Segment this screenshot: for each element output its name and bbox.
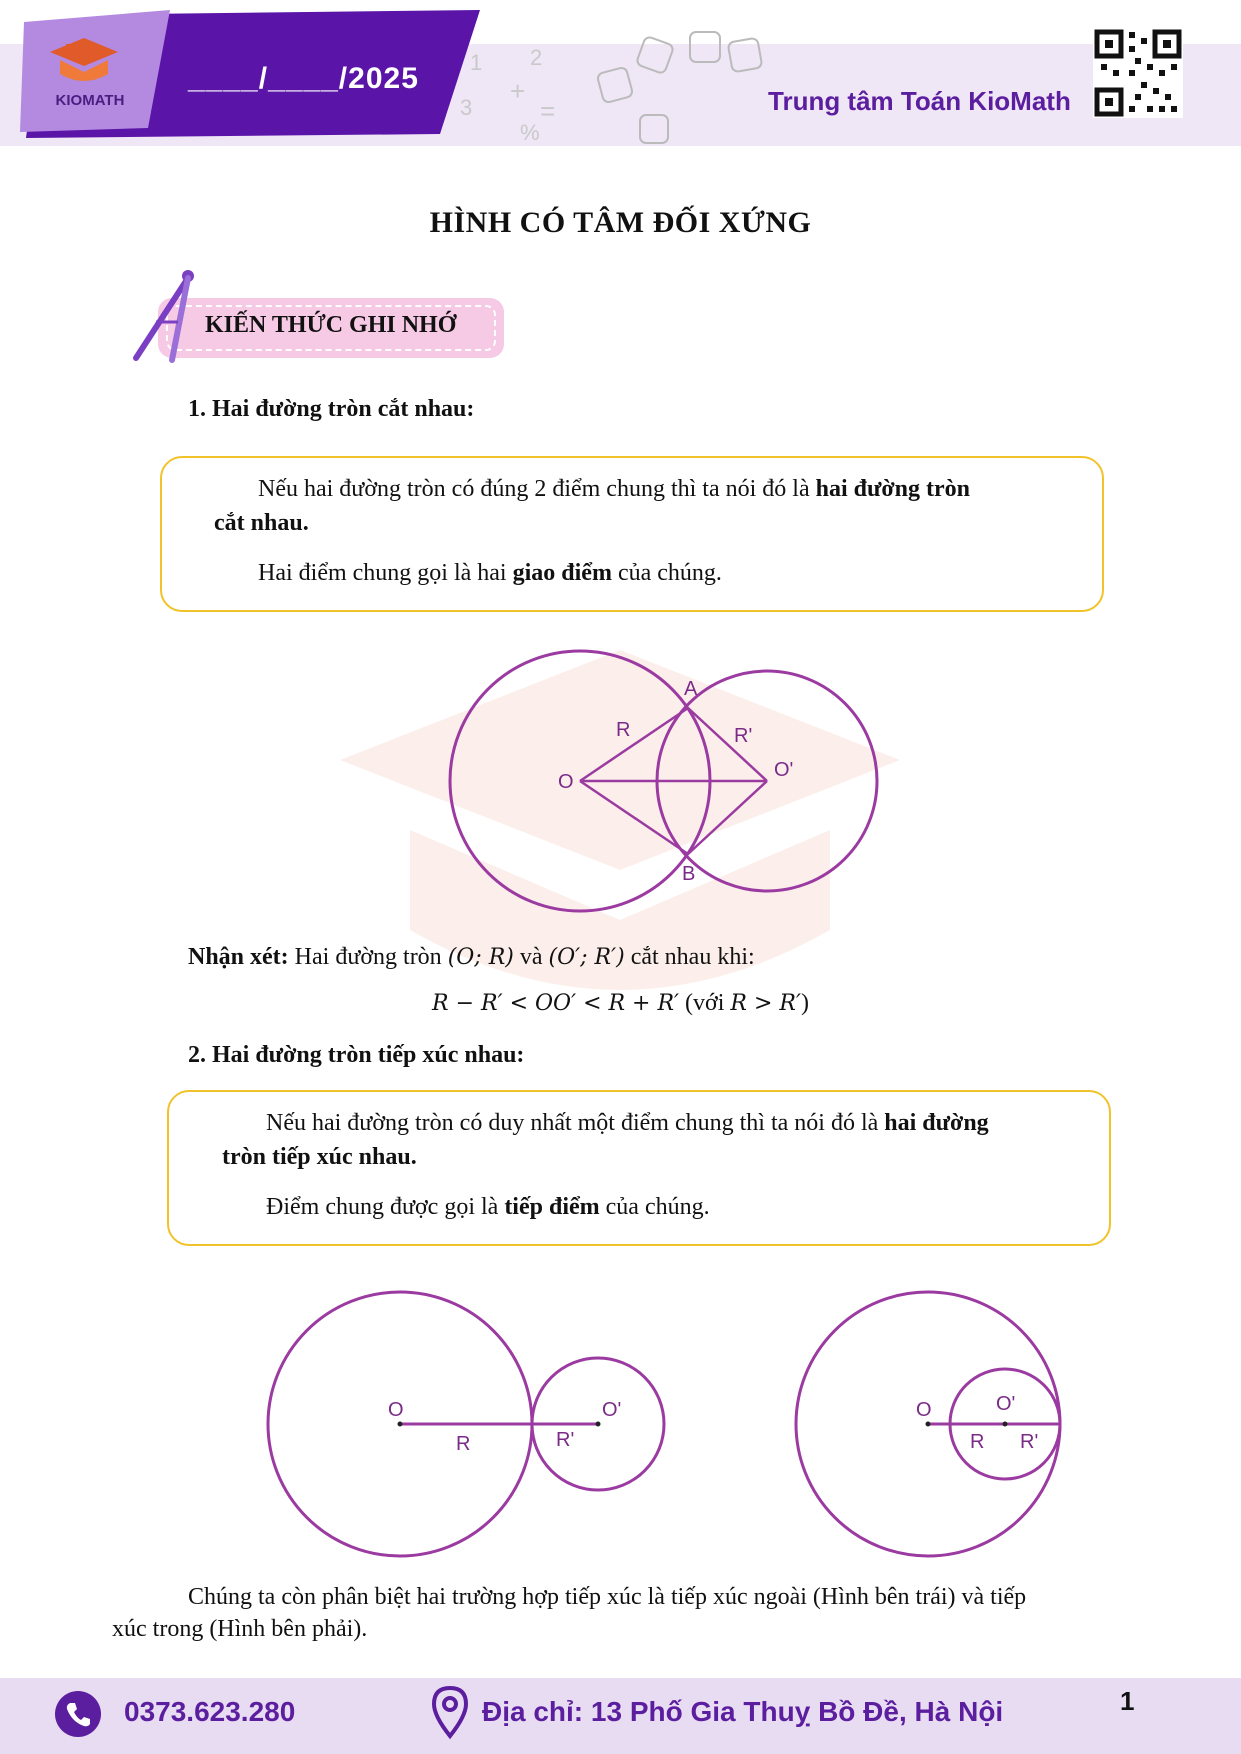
definition-1-line-2: cắt nhau. bbox=[214, 510, 309, 536]
page-title: HÌNH CÓ TÂM ĐỐI XỨNG bbox=[429, 206, 812, 239]
date-field: ____/____/2025 bbox=[188, 62, 419, 95]
right-label-O2: O' bbox=[996, 1393, 1016, 1415]
logo-text: KIOMATH bbox=[55, 92, 125, 109]
right-label-R2: R' bbox=[1020, 1431, 1039, 1453]
svg-text:1: 1 bbox=[470, 50, 483, 75]
closing-line-1: Chúng ta còn phân biệt hai trường hợp tiếp xúc là tiếp xúc ngoài (Hình bên trái) và tiếp bbox=[188, 1584, 1027, 1610]
left-label-O: O bbox=[388, 1399, 404, 1421]
math-dice-doodles bbox=[450, 20, 830, 150]
definition-2-line-1: Nếu hai đường tròn có duy nhất một điểm chung thì ta nói đó là hai đường bbox=[266, 1110, 989, 1136]
definition-2-line-3: Điểm chung được gọi là tiếp điểm của chúng. bbox=[266, 1194, 710, 1220]
knowledge-badge-label: KIẾN THỨC GHI NHỚ bbox=[205, 312, 457, 338]
phone-icon[interactable] bbox=[54, 1690, 102, 1738]
location-pin-icon bbox=[430, 1686, 470, 1740]
footer-address: Địa chỉ: 13 Phố Gia Thuỵ Bồ Đề, Hà Nội bbox=[482, 1696, 1004, 1727]
compass-icon bbox=[128, 264, 208, 364]
intersecting-circles-figure bbox=[430, 640, 890, 930]
label-O2: O' bbox=[774, 759, 794, 781]
definition-2-line-2: tròn tiếp xúc nhau. bbox=[222, 1144, 417, 1170]
svg-text:3: 3 bbox=[460, 95, 473, 120]
qr-code[interactable] bbox=[1093, 28, 1183, 118]
kiomath-logo bbox=[46, 34, 122, 94]
section-2-heading: 2. Hai đường tròn tiếp xúc nhau: bbox=[188, 1042, 525, 1068]
formula-line: R − R′ < OO′ < R + R′ (với R > R′) bbox=[432, 990, 809, 1016]
remark-line: Nhận xét: Hai đường tròn (O; R) và (O′; R′) cắt nhau khi: bbox=[188, 944, 755, 970]
internal-tangent-figure bbox=[790, 1286, 1070, 1562]
left-label-R: R bbox=[456, 1433, 471, 1455]
brand-name: Trung tâm Toán KioMath bbox=[768, 86, 1071, 116]
left-label-O2: O' bbox=[602, 1399, 622, 1421]
right-label-R: R bbox=[970, 1431, 985, 1453]
svg-text:%: % bbox=[520, 120, 540, 145]
footer-phone[interactable]: 0373.623.280 bbox=[124, 1696, 296, 1727]
svg-text:=: = bbox=[540, 96, 556, 126]
definition-1-line-3: Hai điểm chung gọi là hai giao điểm của chúng. bbox=[258, 560, 722, 586]
section-1-heading: 1. Hai đường tròn cắt nhau: bbox=[188, 396, 475, 422]
label-B: B bbox=[682, 863, 696, 885]
closing-line-2: xúc trong (Hình bên phải). bbox=[112, 1616, 368, 1642]
label-R: R bbox=[616, 719, 631, 741]
svg-text:2: 2 bbox=[530, 45, 543, 70]
label-R2: R' bbox=[734, 725, 753, 747]
label-O: O bbox=[558, 771, 574, 793]
svg-text:+: + bbox=[510, 76, 526, 106]
definition-1-line-1: Nếu hai đường tròn có đúng 2 điểm chung thì ta nói đó là hai đường tròn bbox=[258, 476, 971, 502]
right-label-O: O bbox=[916, 1399, 932, 1421]
left-label-R2: R' bbox=[556, 1429, 575, 1451]
page-number: 1 bbox=[1120, 1686, 1135, 1716]
external-tangent-figure bbox=[260, 1286, 680, 1562]
label-A: A bbox=[684, 678, 698, 700]
